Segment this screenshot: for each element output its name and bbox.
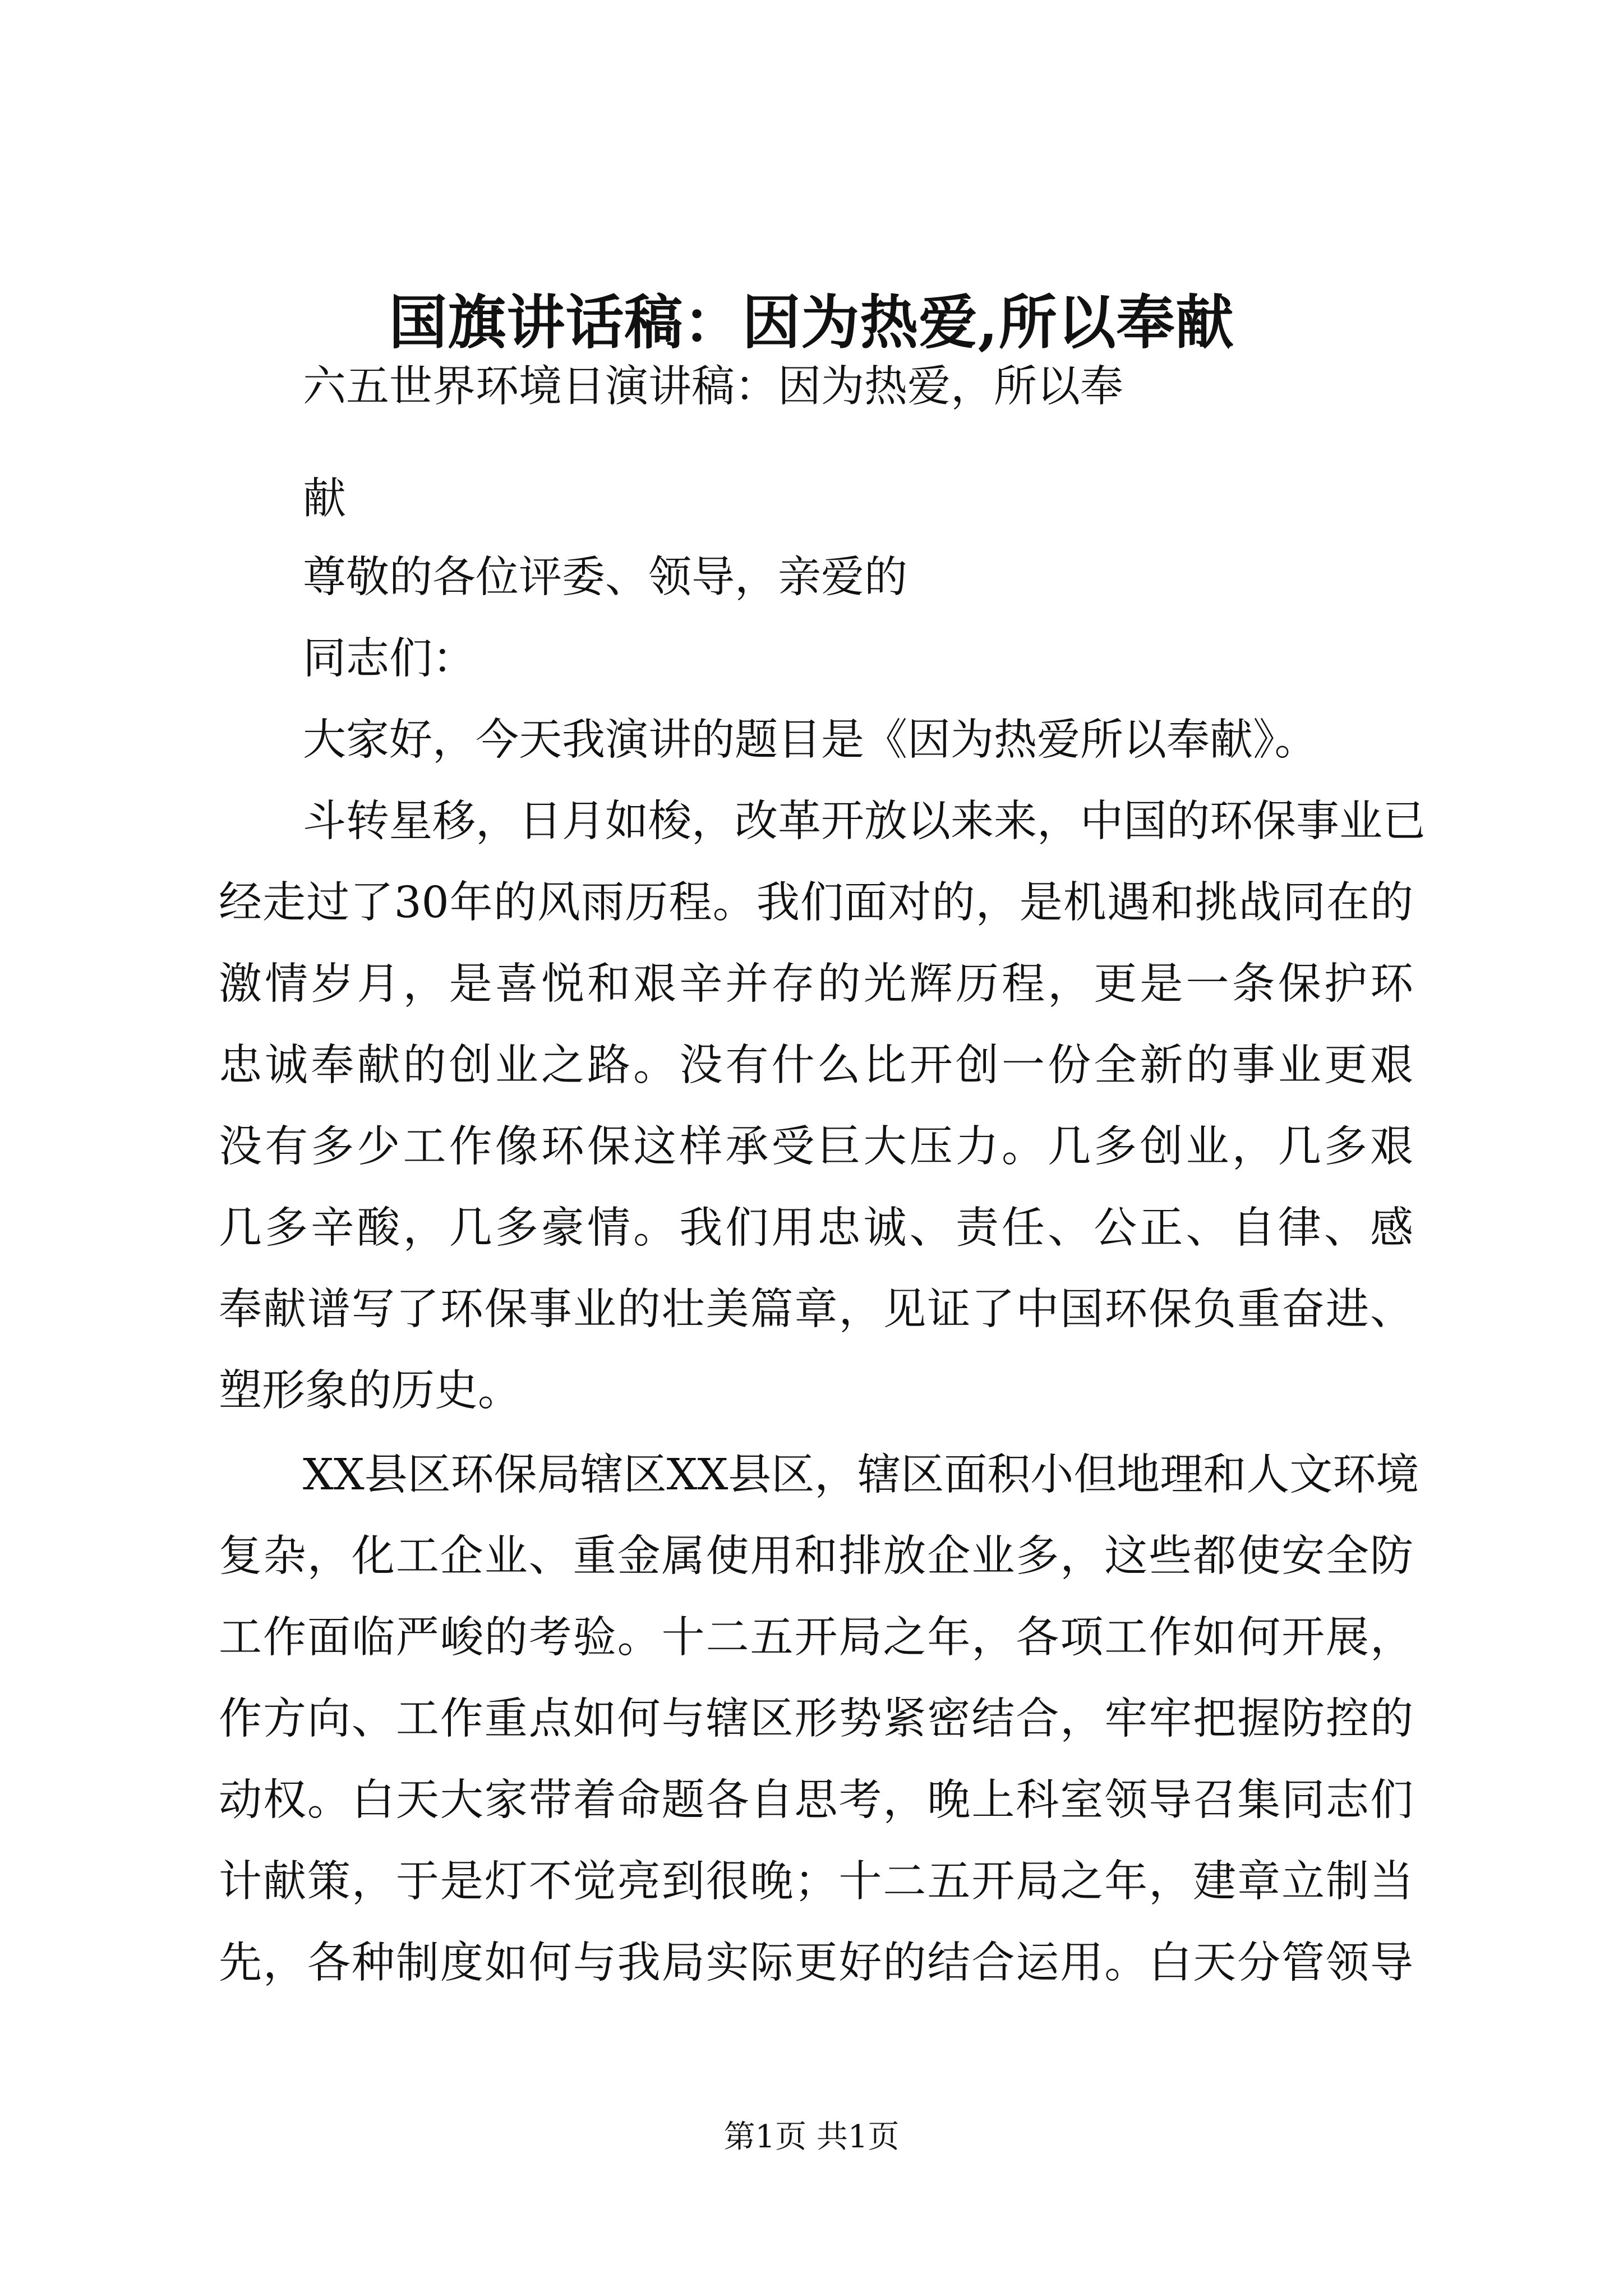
paragraph-line: 奉献谱写了环保事业的壮美篇章，见证了中国环保负重奋进、 xyxy=(219,1285,1413,1335)
text-line: 尊敬的各位评委、领导，亲爱的 xyxy=(303,553,907,602)
paragraph-line: 忠诚奉献的创业之路。没有什么比开创一份全新的事业更艰 xyxy=(219,1041,1413,1091)
paragraph-line: 几多辛酸，几多豪情。我们用忠诚、责任、公正、自律、感 xyxy=(219,1203,1413,1253)
paragraph-line: 先，各种制度如何与我局实际更好的结合运用。白天分管领导 xyxy=(219,1938,1413,1988)
text-line: 同志们： xyxy=(303,634,476,684)
page-footer: 第1页 共1页 xyxy=(723,2119,900,2155)
paragraph-line: 斗转星移，日月如梭，改革开放以来来，中国的环保事业已 xyxy=(303,797,1426,846)
paragraph-line: 计献策，于是灯不觉亮到很晚；十二五开局之年，建章立制当 xyxy=(219,1857,1413,1907)
paragraph-line: XX县区环保局辖区XX县区，辖区面积小但地理和人文环境 xyxy=(303,1450,1419,1500)
paragraph-line: 塑形象的历史。 xyxy=(219,1366,521,1416)
paragraph-line: 动权。白天大家带着命题各自思考，晚上科室领导召集同志们 xyxy=(219,1775,1413,1825)
paragraph-line: 激情岁月，是喜悦和艰辛并存的光辉历程，更是一条保护环 xyxy=(219,959,1413,1009)
paragraph-line: 作方向、工作重点如何与辖区形势紧密结合，牢牢把握防控的 xyxy=(219,1694,1413,1744)
document-title: 国旗讲话稿：因为热爱,所以奉献 xyxy=(389,288,1234,357)
paragraph-line: 没有多少工作像环保这样承受巨大压力。几多创业，几多艰 xyxy=(219,1122,1413,1172)
text-line: 六五世界环境日演讲稿：因为热爱，所以奉 xyxy=(303,362,1123,412)
text-line: 大家好，今天我演讲的题目是《因为热爱所以奉献》。 xyxy=(303,715,1318,765)
paragraph-line: 工作面临严峻的考验。十二五开局之年，各项工作如何开展， xyxy=(219,1613,1413,1663)
text-line: 献 xyxy=(303,474,346,524)
paragraph-line: 复杂，化工企业、重金属使用和排放企业多，这些都使安全防 xyxy=(219,1531,1413,1581)
paragraph-line: 经走过了30年的风雨历程。我们面对的，是机遇和挑战同在的 xyxy=(219,878,1413,928)
